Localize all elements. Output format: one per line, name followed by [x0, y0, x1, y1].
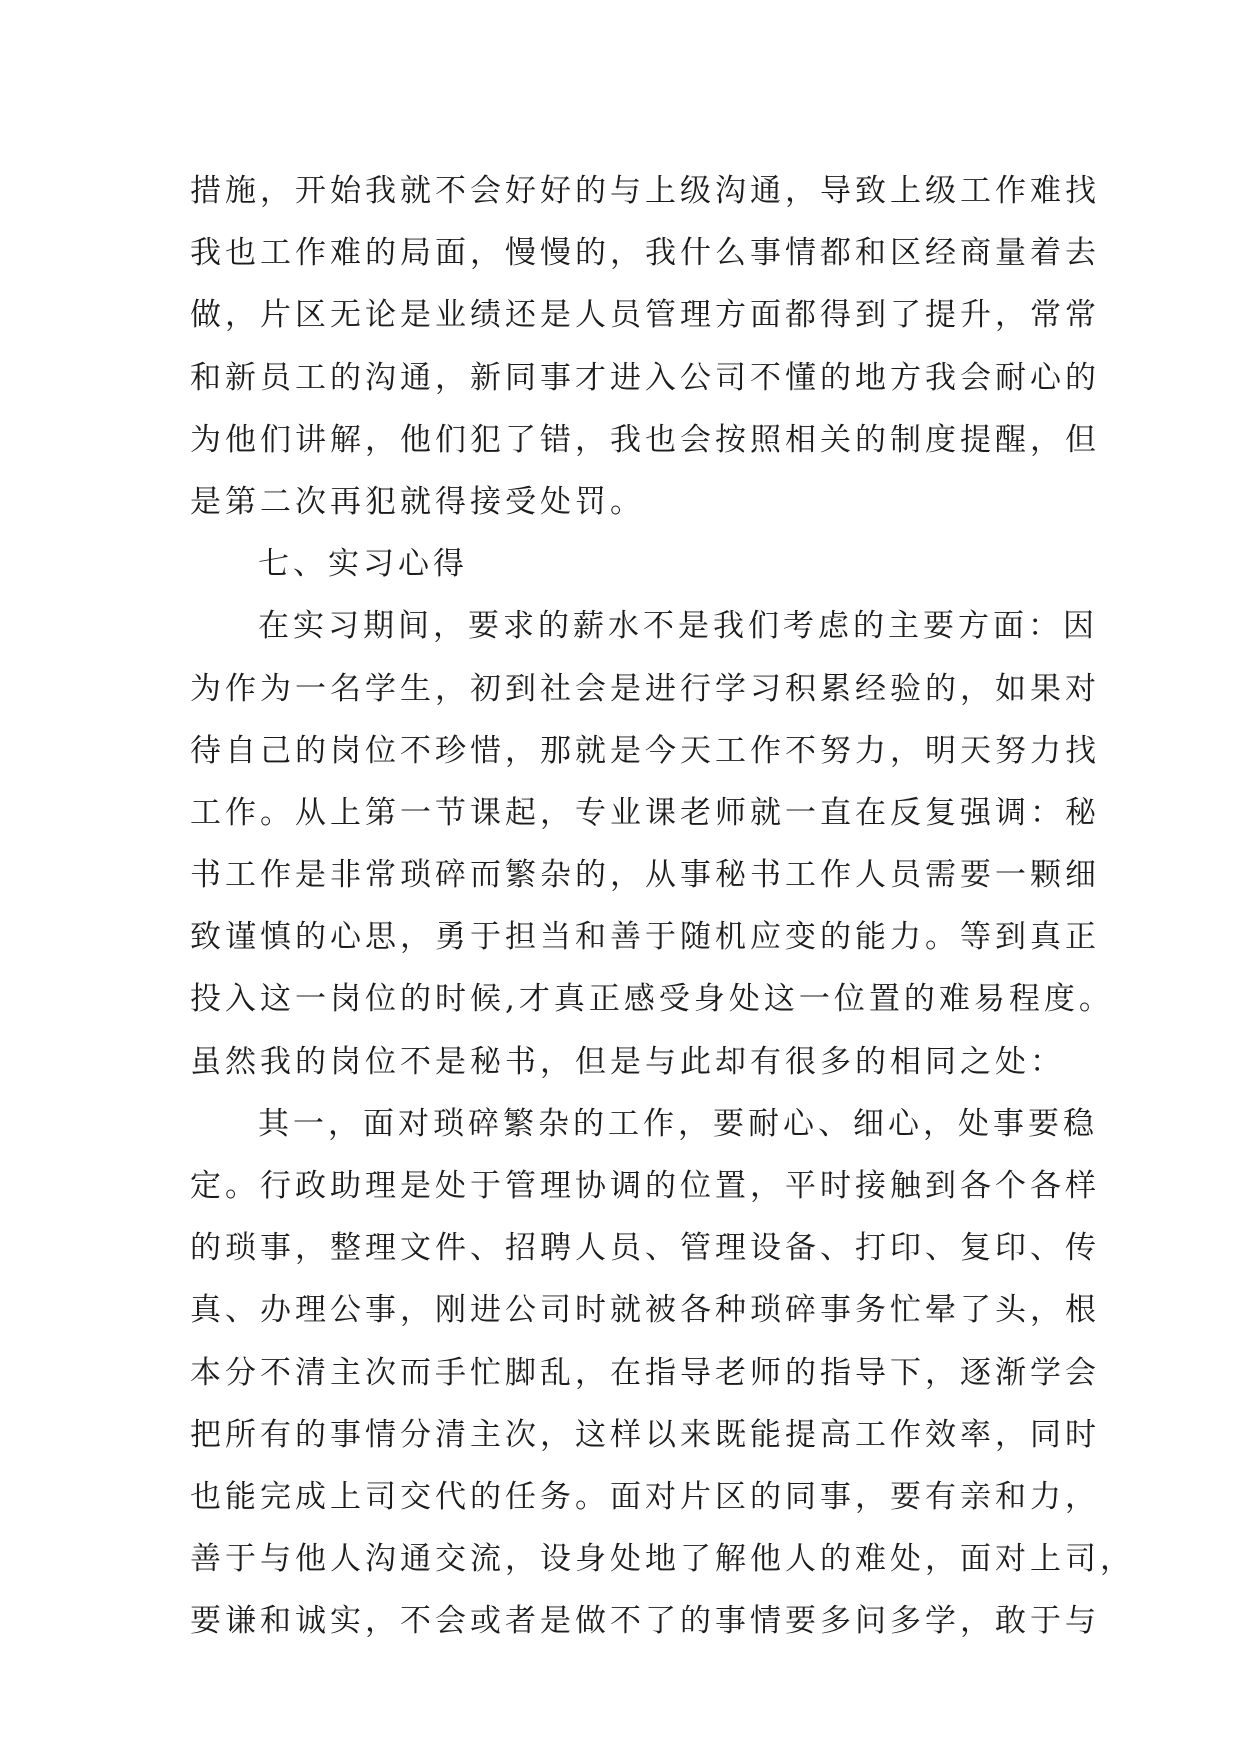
text-line: 本分不清主次而手忙脚乱，在指导老师的指导下，逐渐学会	[190, 1354, 1100, 1391]
text-line: 为他们讲解，他们犯了错，我也会按照相关的制度提醒，但	[190, 421, 1100, 458]
text-line: 待自己的岗位不珍惜，那就是今天工作不努力，明天努力找	[190, 732, 1100, 769]
text-line: 善于与他人沟通交流，设身处地了解他人的难处，面对上司，	[190, 1541, 1135, 1578]
text-line: 为作为一名学生，初到社会是进行学习积累经验的，如果对	[190, 670, 1100, 707]
text-line: 我也工作难的局面，慢慢的，我什么事情都和区经商量着去	[190, 235, 1100, 272]
text-line: 和新员工的沟通，新同事才进入公司不懂的地方我会耐心的	[190, 359, 1100, 396]
text-line: 也能完成上司交代的任务。面对片区的同事，要有亲和力，	[190, 1478, 1100, 1515]
text-line: 投入这一岗位的时候,才真正感受身处这一位置的难易程度。	[190, 981, 1114, 1018]
text-line: 要谦和诚实，不会或者是做不了的事情要多问多学，敢于与	[190, 1603, 1100, 1640]
text-line: 的琐事，整理文件、招聘人员、管理设备、打印、复印、传	[190, 1230, 1100, 1267]
text-line: 工作。从上第一节课起，专业课老师就一直在反复强调：秘	[190, 794, 1100, 831]
text-line: 措施，开始我就不会好好的与上级沟通，导致上级工作难找	[190, 173, 1100, 209]
text-line: 书工作是非常琐碎而繁杂的，从事秘书工作人员需要一颗细	[190, 857, 1100, 894]
document-body	[190, 160, 1135, 1653]
text-line: 七、实习心得	[258, 546, 468, 583]
text-line: 其一，面对琐碎繁杂的工作，要耐心、细心，处事要稳	[258, 1105, 1098, 1142]
text-line: 定。行政助理是处于管理协调的位置，平时接触到各个各样	[190, 1168, 1100, 1204]
text-line: 虽然我的岗位不是秘书，但是与此却有很多的相同之处：	[190, 1043, 1065, 1080]
text-line: 在实习期间，要求的薪水不是我们考虑的主要方面：因	[258, 608, 1098, 645]
text-line: 是第二次再犯就得接受处罚。	[190, 483, 645, 520]
text-line: 把所有的事情分清主次，这样以来既能提高工作效率，同时	[190, 1416, 1100, 1453]
text-line: 致谨慎的心思，勇于担当和善于随机应变的能力。等到真正	[190, 919, 1100, 956]
text-line: 真、办理公事，刚进公司时就被各种琐碎事务忙晕了头，根	[190, 1292, 1100, 1329]
text-line: 做，片区无论是业绩还是人员管理方面都得到了提升，常常	[190, 297, 1100, 334]
